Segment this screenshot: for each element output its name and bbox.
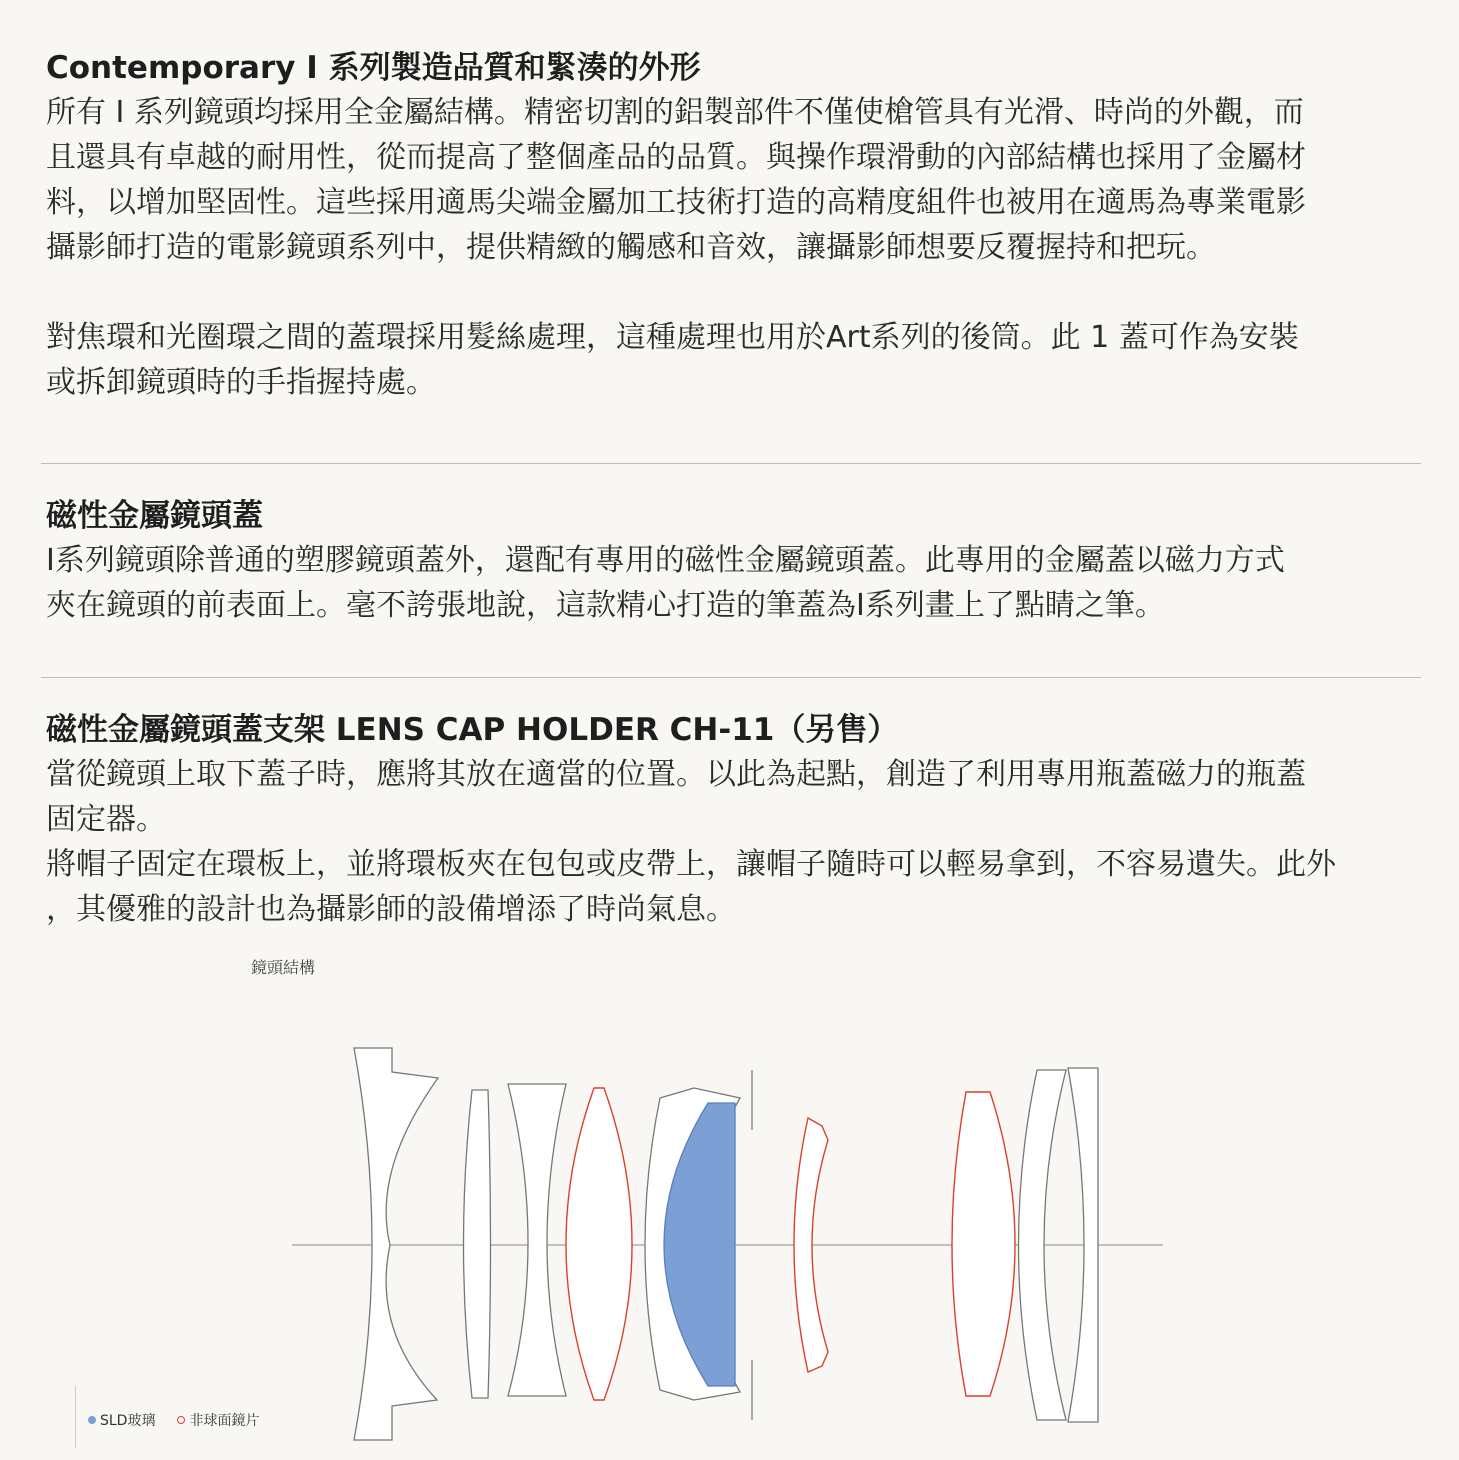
paragraph: 對焦環和光圈環之間的蓋環採用髮絲處理，這種處理也用於Art系列的後筒。此 1 蓋可作為安裝 或拆卸鏡頭時的手指握持處。 <box>46 320 1299 400</box>
paragraph: 當從鏡頭上取下蓋子時，應將其放在適當的位置。以此為起點，創造了利用專用瓶蓋磁力的瓶蓋 固定器。 <box>46 757 1306 837</box>
legend-item-sld <box>88 1410 155 1430</box>
lens-element-2 <box>464 1090 491 1398</box>
diagram-legend <box>88 1410 259 1430</box>
lens-element-aspheric-3 <box>952 1092 1015 1396</box>
lens-element-1 <box>354 1048 438 1440</box>
diagram-title: 鏡頭結構 <box>251 958 316 977</box>
lens-element-3 <box>508 1084 566 1396</box>
section-heading: 磁性金屬鏡頭蓋 <box>46 498 263 534</box>
legend-label: SLD玻璃 <box>100 1413 156 1429</box>
section-heading: 磁性金屬鏡頭蓋支架 LENS CAP HOLDER CH-11（另售） <box>46 712 899 748</box>
legend-label: 非球面鏡片 <box>189 1413 260 1429</box>
legend-divider <box>75 1386 76 1448</box>
section-heading: Contemporary I 系列製造品質和緊湊的外形 <box>46 50 701 86</box>
paragraph: 所有 I 系列鏡頭均採用全金屬結構。精密切割的鋁製部件不僅使槍管具有光滑、時尚的外觀，而 且還具有卓越的耐用性，從而提高了整個產品的品質。與操作環滑動的內部結構也採用了金屬材 料，以增加堅固性。這些採用適馬尖端金屬加工技術打造的高精度組件也被用在適馬為專業電影 攝影師打造的電影鏡頭系列中，提供精緻的觸感和音效，讓攝影師想要反覆握持和把玩。 <box>46 95 1306 265</box>
paragraph: I系列鏡頭除普通的塑膠鏡頭蓋外，還配有專用的磁性金屬鏡頭蓋。此專用的金屬蓋以磁力方式 夾在鏡頭的前表面上。毫不誇張地說，這款精心打造的筆蓋為I系列畫上了點睛之筆。 <box>46 543 1285 623</box>
lens-element-aspheric-1 <box>566 1088 632 1400</box>
paragraph: 將帽子固定在環板上，並將環板夾在包包或皮帶上，讓帽子隨時可以輕易拿到，不容易遺失。此外 ，其優雅的設計也為攝影師的設備增添了時尚氣息。 <box>46 847 1336 927</box>
filled-dot-icon <box>88 1416 96 1424</box>
ring-icon <box>177 1416 185 1424</box>
legend-item-aspherical <box>177 1410 259 1430</box>
